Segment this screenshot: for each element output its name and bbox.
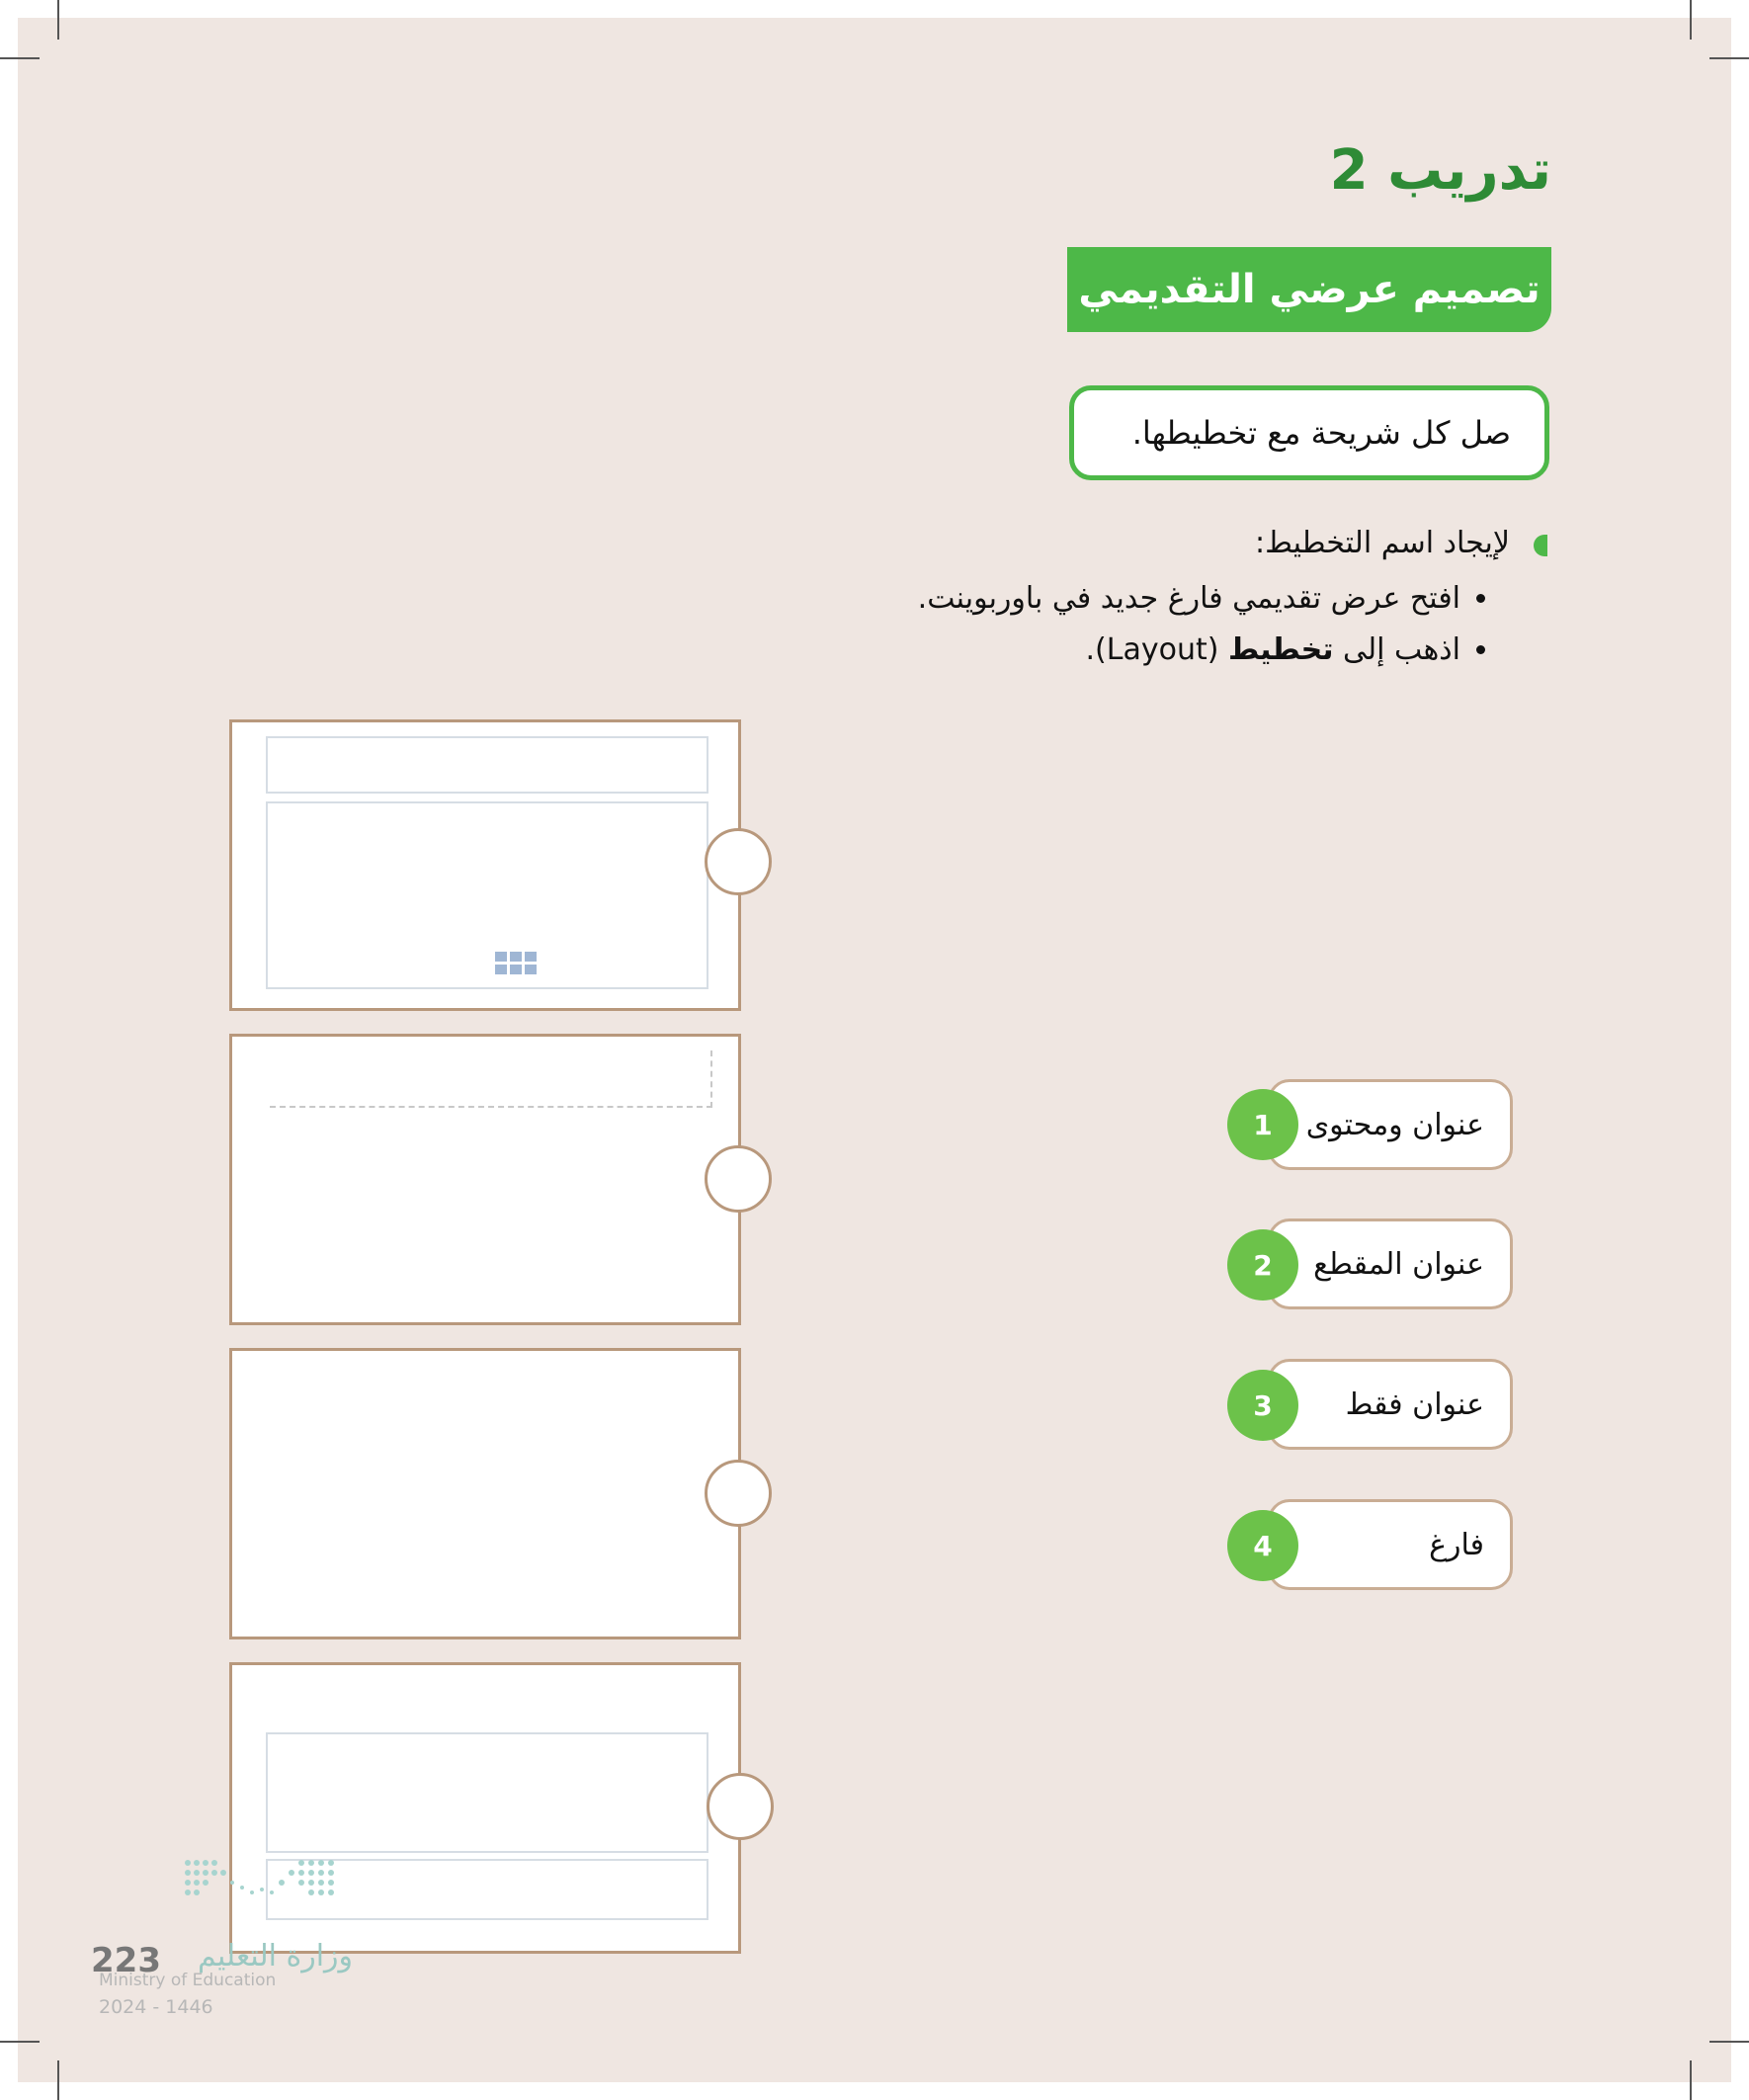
section-banner [1067,247,1551,332]
section-title-placeholder [266,1732,708,1853]
content-placeholder [266,801,708,989]
title-placeholder [270,1050,712,1108]
steps-list [918,573,1500,676]
crop-mark [57,0,59,40]
section-title: تصميم عرضي التقديمي [1078,267,1541,312]
step-item: • افتح عرض تقديمي فارغ جديد في باوربوينت. [918,573,1460,625]
layout-option-2[interactable] [1268,1218,1513,1309]
ministry-name-ar: وزارة التعليم [198,1939,354,1974]
ministry-name-en: Ministry of Education [99,1971,277,1990]
crop-mark [57,2060,59,2100]
ministry-logo-icon [183,1858,351,1907]
connect-point[interactable] [705,1460,772,1527]
crop-mark [0,57,40,59]
crop-mark [1709,2041,1749,2043]
exercise-title: تدريب 2 [1329,138,1551,203]
connect-point[interactable] [705,828,772,895]
connect-point[interactable] [705,1145,772,1213]
title-placeholder [266,736,708,794]
step-text: (Layout). [1085,632,1228,667]
instruction-text: صل كل شريحة مع تخطيطها. [1131,414,1511,452]
crop-mark [1690,0,1692,40]
slide-blank [229,1348,741,1639]
layout-option-label: عنوان ومحتوى [1305,1107,1484,1142]
slide-title-and-content [229,719,741,1011]
step-item [918,625,1460,676]
step-bold-text: تخطيط [1227,632,1334,667]
crop-mark [0,2041,40,2043]
slide-title-only [229,1034,741,1325]
layout-option-label: عنوان فقط [1345,1386,1484,1422]
option-number-badge: 1 [1227,1089,1298,1160]
option-number-badge: 2 [1227,1229,1298,1301]
connect-point[interactable] [707,1773,774,1840]
layout-option-3[interactable] [1268,1359,1513,1450]
layout-option-1[interactable] [1268,1079,1513,1170]
instruction-box [1069,385,1549,480]
layout-option-4[interactable] [1268,1499,1513,1590]
layout-option-label: فارغ [1429,1527,1484,1562]
crop-mark [1690,2060,1692,2100]
slide-section-header [229,1662,741,1954]
crop-mark [1709,57,1749,59]
option-number-badge: 3 [1227,1370,1298,1441]
content-icons [495,952,537,974]
hint-intro: لإيجاد اسم التخطيط: [1255,526,1510,560]
year-label: 2024 - 1446 [99,1996,213,2018]
layout-option-label: عنوان المقطع [1313,1246,1484,1282]
option-number-badge: 4 [1227,1510,1298,1581]
page-number: 223 [91,1941,161,1980]
step-text: اذهب إلى [1333,632,1460,667]
